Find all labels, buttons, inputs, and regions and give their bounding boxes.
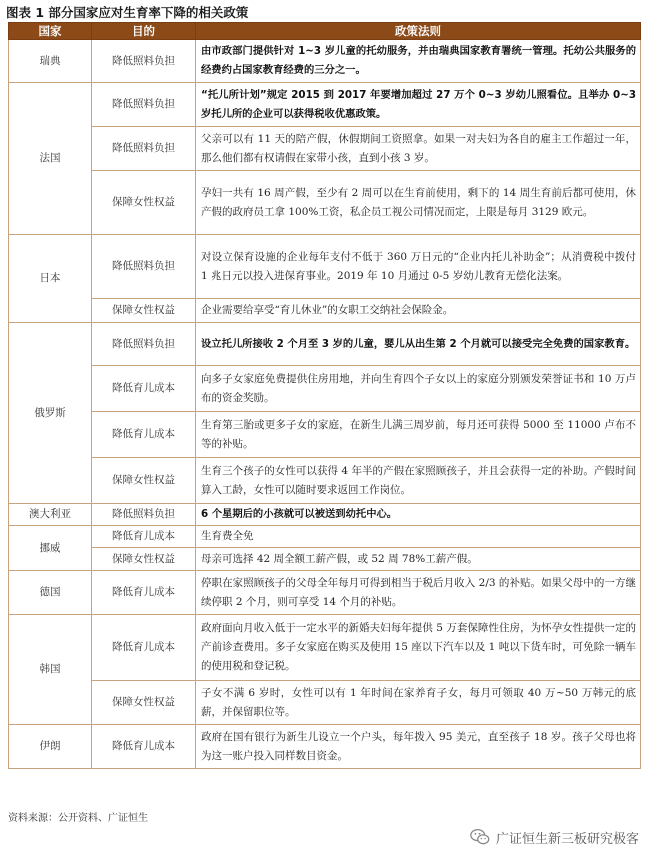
country-cell: 日本 [9,235,92,323]
purpose-cell: 降低照料负担 [92,235,196,299]
table-row [9,299,641,323]
policy-cell: 子女不满 6 岁时，女性可以有 1 年时间在家养育子女，每月可领取 40 万~50 万韩元的底薪，并保留职位等。 [196,681,641,725]
table-row [9,504,641,526]
country-cell: 俄罗斯 [9,323,92,504]
policy-cell: 生育三个孩子的女性可以获得 4 年半的产假在家照顾孩子，并且会获得一定的补助。产假时间算入工龄，女性可以随时要求返回工作岗位。 [196,458,641,504]
purpose-cell: 降低照料负担 [92,504,196,526]
policy-cell: 企业需要给享受“育儿休业”的女职工交纳社会保险金。 [196,299,641,323]
table-row [9,615,641,681]
purpose-cell: 降低育儿成本 [92,725,196,769]
policy-cell: 生育费全免 [196,526,641,548]
source-note: 资料来源：公开资料、广证恒生 [8,813,148,824]
wechat-icon [469,826,491,848]
policy-cell: 停职在家照顾孩子的父母全年每月可得到相当于税后月收入 2/3 的补贴。如果父母中的一方继续停职 2 个月，则可享受 14 个月的补贴。 [196,571,641,615]
table-row [9,458,641,504]
policy-cell: 向多子女家庭免费提供住房用地，并向生育四个子女以上的家庭分别颁发荣誉证书和 10 万卢布的资金奖励。 [196,366,641,412]
purpose-cell: 降低照料负担 [92,40,196,83]
purpose-cell: 降低育儿成本 [92,366,196,412]
policy-cell: 母亲可选择 42 周全额工薪产假，或 52 周 78%工薪产假。 [196,548,641,571]
country-cell: 法国 [9,83,92,235]
table-row [9,40,641,83]
purpose-cell: 降低育儿成本 [92,571,196,615]
purpose-cell: 保障女性权益 [92,299,196,323]
policy-cell: 孕妇一共有 16 周产假，至少有 2 周可以在生育前使用，剩下的 14 周生育前后都可使用，休产假的政府员工拿 100%工资，私企员工视公司情况而定，上限是每月 3129 欧元。 [196,171,641,235]
header-policy: 政策法则 [196,23,641,40]
policy-cell: 政府在国有银行为新生儿设立一个户头，每年拨入 95 美元，直至孩子 18 岁。孩子父母也将为这一账户投入同样数目资金。 [196,725,641,769]
purpose-cell: 保障女性权益 [92,458,196,504]
purpose-cell: 保障女性权益 [92,548,196,571]
country-cell: 瑞典 [9,40,92,83]
table-row [9,127,641,171]
policy-cell: 政府面向月收入低于一定水平的新婚夫妇每年提供 5 万套保障性住房，为怀孕女性提供一定的产前诊查费用。多子女家庭在购买及使用 15 座以下汽车以及 1 吨以下货车时，可免除一辆车的使用税和登记税。 [196,615,641,681]
country-cell: 伊朗 [9,725,92,769]
purpose-cell: 保障女性权益 [92,681,196,725]
table-title: 图表 1 部分国家应对生育率下降的相关政策 [6,5,249,20]
header-purpose: 目的 [92,23,196,40]
country-cell: 韩国 [9,615,92,725]
table-row [9,366,641,412]
policy-cell: “托儿所计划”规定 2015 到 2017 年要增加超过 27 万个 0~3 岁幼儿照看位。且举办 0~3 岁托儿所的企业可以获得税收优惠政策。 [196,83,641,127]
purpose-cell: 降低育儿成本 [92,412,196,458]
table-row [9,681,641,725]
header-country: 国家 [9,23,92,40]
purpose-cell: 降低照料负担 [92,127,196,171]
purpose-cell: 降低育儿成本 [92,526,196,548]
table-row [9,548,641,571]
purpose-cell: 保障女性权益 [92,171,196,235]
table-row [9,235,641,299]
table-row [9,323,641,366]
country-cell: 挪威 [9,526,92,571]
purpose-cell: 降低育儿成本 [92,615,196,681]
policy-cell: 生育第三胎或更多子女的家庭，在新生儿满三周岁前，每月还可获得 5000 至 11000 卢布不等的补贴。 [196,412,641,458]
country-cell: 澳大利亚 [9,504,92,526]
policy-cell: 6 个星期后的小孩就可以被送到幼托中心。 [196,504,641,526]
table-row [9,83,641,127]
table-row [9,171,641,235]
country-cell: 德国 [9,571,92,615]
purpose-cell: 降低照料负担 [92,323,196,366]
policy-cell: 对设立保育设施的企业每年支付不低于 360 万日元的“企业内托儿补助金”；从消费税中拨付 1 兆日元以投入进保育事业。2019 年 10 月通过 0-5 岁幼儿教育无偿化法案。 [196,235,641,299]
purpose-cell: 降低照料负担 [92,83,196,127]
table-header-row [9,23,641,40]
policy-cell: 设立托儿所接收 2 个月至 3 岁的儿童，婴儿从出生第 2 个月就可以接受完全免费的国家教育。 [196,323,641,366]
table-row [9,526,641,548]
table-row [9,725,641,769]
table-row [9,571,641,615]
table-row [9,412,641,458]
policy-cell: 由市政部门提供针对 1~3 岁儿童的托幼服务，并由瑞典国家教育署统一管理。托幼公共服务的经费约占国家教育经费的三分之一。 [196,40,641,83]
policy-table [8,22,641,769]
watermark-text: 广证恒生新三板研究极客 [495,831,639,847]
policy-cell: 父亲可以有 11 天的陪产假，休假期间工资照拿。如果一对夫妇为各自的雇主工作超过一年，那么他们都有权请假在家带小孩，直到小孩 3 岁。 [196,127,641,171]
watermark [469,826,639,848]
